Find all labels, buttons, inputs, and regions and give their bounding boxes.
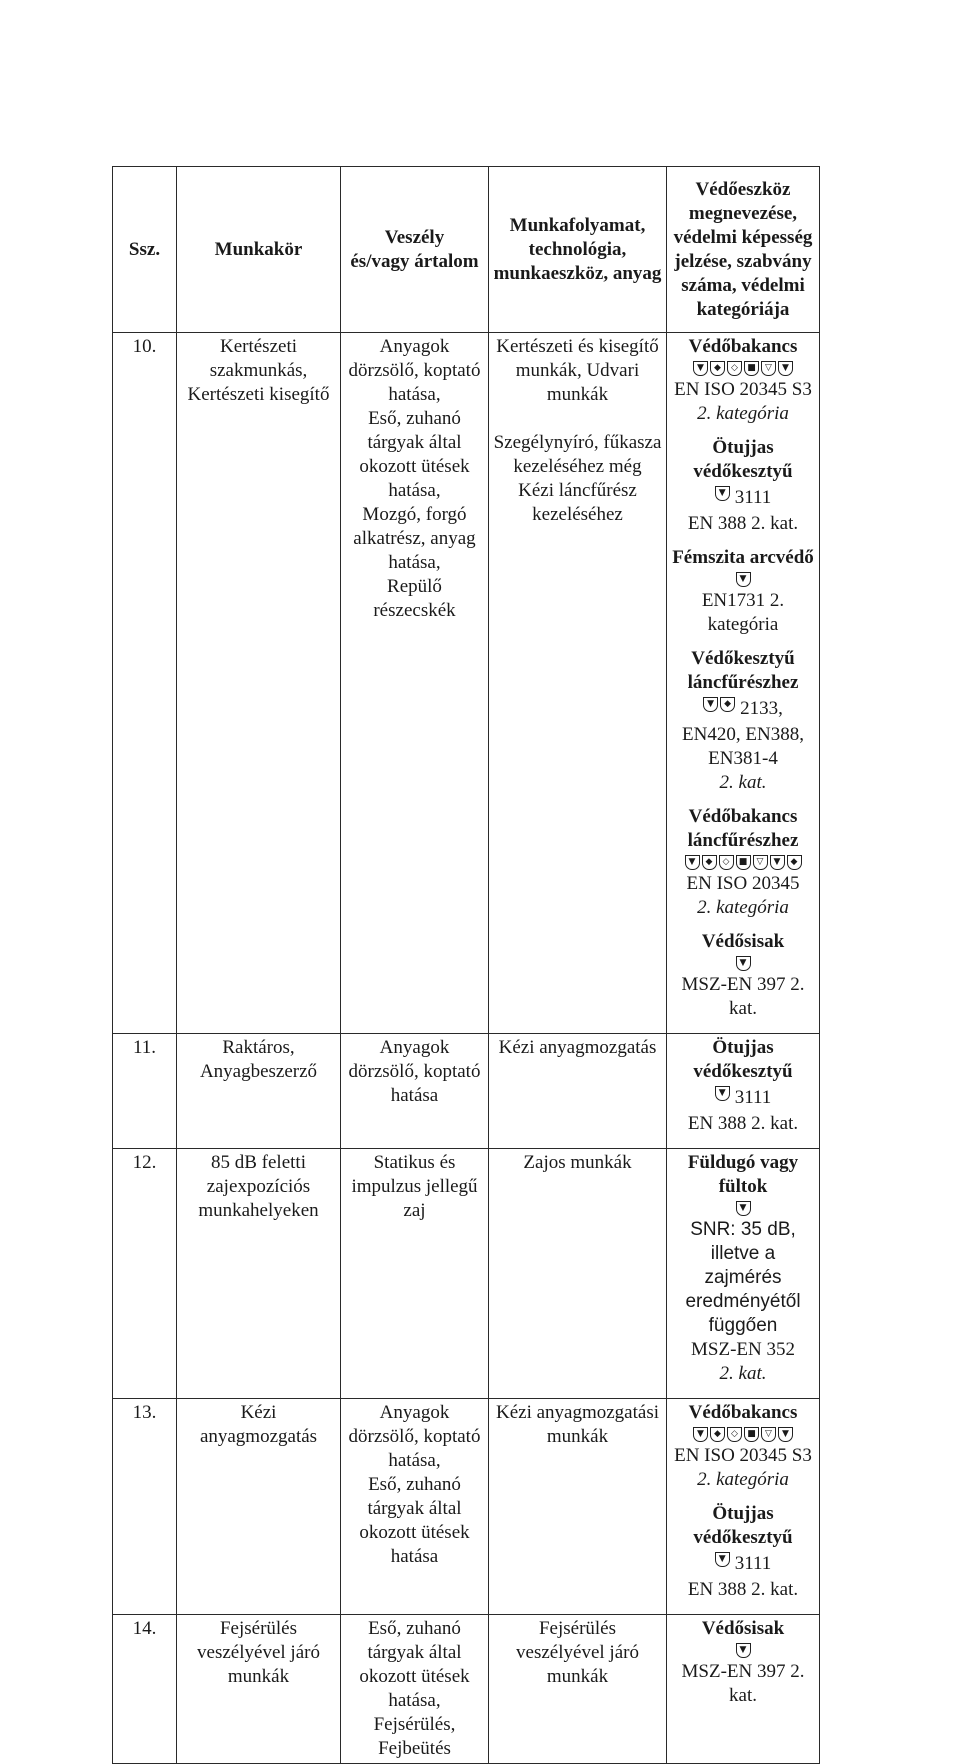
equipment-cell xyxy=(667,1034,820,1149)
protection-pictogram-icon: ▼ xyxy=(703,697,718,712)
protection-pictogram-icon: ■ xyxy=(736,855,751,870)
equipment-item xyxy=(671,1151,815,1386)
equipment-standard: EN 388 2. kat. xyxy=(687,513,799,534)
table-body xyxy=(113,333,820,1764)
process-cell: Zajos munkák xyxy=(489,1149,667,1399)
process-cell: Kézi anyagmozgatási munkák xyxy=(489,1399,667,1615)
table-row xyxy=(113,1034,820,1149)
equipment-standard: MSZ-EN 397 2. kat. xyxy=(681,1661,805,1706)
equipment-category: 2. kat. xyxy=(719,1363,767,1384)
protection-pictogram-icon: ▽ xyxy=(761,361,776,376)
protection-pictogram-icon: ▼ xyxy=(778,361,793,376)
equipment-item xyxy=(671,1401,815,1492)
equipment-item xyxy=(671,805,815,920)
equipment-cell xyxy=(667,1399,820,1615)
equipment-item xyxy=(671,1502,815,1602)
table-row xyxy=(113,1399,820,1615)
equipment-note: SNR: 35 dB, illetve a zajmérés eredményétől függően xyxy=(685,1219,801,1336)
row-number: 11. xyxy=(113,1034,177,1149)
equipment-item xyxy=(671,1617,815,1708)
job-title-cell: 85 dB feletti zajexpozíciós munkahelyeken xyxy=(177,1149,341,1399)
equipment-standard: EN ISO 20345 xyxy=(686,873,800,894)
hazard-cell: Anyagok dörzsölő, koptató hatása, Eső, zuhanó tárgyak által okozott ütések hatása xyxy=(341,1399,489,1615)
protection-pictogram-icon: ▼ xyxy=(736,572,751,587)
equipment-standard: MSZ-EN 397 2. kat. xyxy=(681,974,805,1019)
equipment-name: Védőbakancs láncfűrészhez xyxy=(687,806,799,851)
equipment-name: Ötujjas védőkesztyű xyxy=(693,437,793,482)
hazard-cell: Eső, zuhanó tárgyak által okozott ütések hatása, Fejsérülés, Fejbeütés xyxy=(341,1615,489,1764)
protection-pictogram-icon: ▼ xyxy=(770,855,785,870)
equipment-category: 2. kategória xyxy=(697,897,789,918)
equipment-item xyxy=(671,930,815,1021)
hazard-cell: Anyagok dörzsölő, koptató hatása, Eső, zuhanó tárgyak által okozott ütések hatása, Mozgó, forgó alkatrész, anyag hatása, Repülő részecskék xyxy=(341,333,489,1034)
protection-code: 3111 xyxy=(734,1087,772,1108)
equipment-item xyxy=(671,647,815,795)
equipment-name: Védőkesztyű láncfűrészhez xyxy=(687,648,799,693)
row-number: 12. xyxy=(113,1149,177,1399)
hazard-cell: Anyagok dörzsölő, koptató hatása xyxy=(341,1034,489,1149)
process-cell: Kertészeti és kisegítő munkák, Udvari munkák Szegélynyíró, fűkasza kezeléséhez még Kézi láncfűrész kezeléséhez xyxy=(489,333,667,1034)
equipment-item xyxy=(671,546,815,637)
equipment-item xyxy=(671,335,815,426)
protection-pictogram-icon: ▼ xyxy=(715,1086,730,1101)
protection-pictogram-icon: ■ xyxy=(744,361,759,376)
equipment-name: Védősisak xyxy=(701,931,785,952)
protection-code: 3111 xyxy=(734,487,772,508)
pictogram-row xyxy=(671,1552,815,1576)
process-cell: Kézi anyagmozgatás xyxy=(489,1034,667,1149)
pictogram-row xyxy=(671,956,815,971)
protection-pictogram-icon: ◆ xyxy=(702,855,717,870)
protection-pictogram-icon: ▼ xyxy=(715,1552,730,1567)
protection-pictogram-icon: ▽ xyxy=(753,855,768,870)
protection-pictogram-icon: ▼ xyxy=(685,855,700,870)
process-cell: Fejsérülés veszélyével járó munkák xyxy=(489,1615,667,1764)
pictogram-row xyxy=(671,1201,815,1216)
equipment-name: Védősisak xyxy=(701,1618,785,1639)
hazard-cell: Statikus és impulzus jellegű zaj xyxy=(341,1149,489,1399)
equipment-name: Fémszita arcvédő xyxy=(672,547,814,568)
equipment-standard: EN ISO 20345 S3 xyxy=(674,1445,812,1466)
equipment-item xyxy=(671,1036,815,1136)
pictogram-row xyxy=(671,486,815,510)
equipment-category: 2. kategória xyxy=(697,1469,789,1490)
job-title-cell: Kertészeti szakmunkás, Kertészeti kisegítő xyxy=(177,333,341,1034)
equipment-name: Védőbakancs xyxy=(688,1402,798,1423)
row-number: 10. xyxy=(113,333,177,1034)
equipment-cell xyxy=(667,1615,820,1764)
header-veszely: Veszély és/vagy ártalom xyxy=(341,167,489,333)
equipment-standard: EN420, EN388, EN381-4 xyxy=(682,724,804,769)
equipment-name: Ötujjas védőkesztyű xyxy=(693,1037,793,1082)
protection-code: 2133, xyxy=(740,698,783,719)
equipment-standard: MSZ-EN 352 xyxy=(691,1339,795,1360)
protection-pictogram-icon: ◇ xyxy=(719,855,734,870)
protection-pictogram-icon: ◇ xyxy=(727,361,742,376)
pictogram-row xyxy=(671,1427,815,1442)
header-row xyxy=(113,167,820,333)
equipment-standard: EN ISO 20345 S3 xyxy=(674,379,812,400)
header-munkakor: Munkakör xyxy=(177,167,341,333)
equipment-name: Füldugó vagy fültok xyxy=(687,1152,799,1197)
equipment-category: 2. kategória xyxy=(697,403,789,424)
equipment-cell xyxy=(667,1149,820,1399)
table-row xyxy=(113,333,820,1034)
ppe-table xyxy=(112,166,820,1764)
equipment-cell xyxy=(667,333,820,1034)
protection-pictogram-icon: ▼ xyxy=(778,1427,793,1442)
pictogram-row xyxy=(671,1643,815,1658)
pictogram-row xyxy=(671,855,815,870)
equipment-name: Ötujjas védőkesztyű xyxy=(693,1503,793,1548)
protection-pictogram-icon: ▼ xyxy=(736,1643,751,1658)
protection-code: 3111 xyxy=(734,1553,772,1574)
protection-pictogram-icon: ◆ xyxy=(720,697,735,712)
protection-pictogram-icon: ▽ xyxy=(761,1427,776,1442)
job-title-cell: Fejsérülés veszélyével járó munkák xyxy=(177,1615,341,1764)
row-number: 13. xyxy=(113,1399,177,1615)
equipment-item xyxy=(671,436,815,536)
protection-pictogram-icon: ▼ xyxy=(693,361,708,376)
job-title-cell: Raktáros, Anyagbeszerző xyxy=(177,1034,341,1149)
equipment-standard: EN 388 2. kat. xyxy=(687,1579,799,1600)
protection-pictogram-icon: ◇ xyxy=(727,1427,742,1442)
table-row xyxy=(113,1149,820,1399)
header-vedoeszkoz: Védőeszköz megnevezése, védelmi képesség jelzése, szabvány száma, védelmi kategóriája xyxy=(667,167,820,333)
protection-pictogram-icon: ◆ xyxy=(710,361,725,376)
protection-pictogram-icon: ▼ xyxy=(693,1427,708,1442)
equipment-name: Védőbakancs xyxy=(688,336,798,357)
equipment-standard: EN1731 2. kategória xyxy=(701,590,785,635)
header-munkafolyamat: Munkafolyamat, technológia, munkaeszköz, anyag xyxy=(489,167,667,333)
protection-pictogram-icon: ▼ xyxy=(736,1201,751,1216)
protection-pictogram-icon: ▼ xyxy=(736,956,751,971)
pictogram-row xyxy=(671,697,815,721)
protection-pictogram-icon: ◆ xyxy=(787,855,802,870)
row-number: 14. xyxy=(113,1615,177,1764)
equipment-standard: EN 388 2. kat. xyxy=(687,1113,799,1134)
pictogram-row xyxy=(671,1086,815,1110)
table-row xyxy=(113,1615,820,1764)
protection-pictogram-icon: ◆ xyxy=(710,1427,725,1442)
protection-pictogram-icon: ■ xyxy=(744,1427,759,1442)
pictogram-row xyxy=(671,572,815,587)
header-ssz: Ssz. xyxy=(113,167,177,333)
protection-pictogram-icon: ▼ xyxy=(715,486,730,501)
job-title-cell: Kézi anyagmozgatás xyxy=(177,1399,341,1615)
equipment-category: 2. kat. xyxy=(719,772,767,793)
pictogram-row xyxy=(671,361,815,376)
